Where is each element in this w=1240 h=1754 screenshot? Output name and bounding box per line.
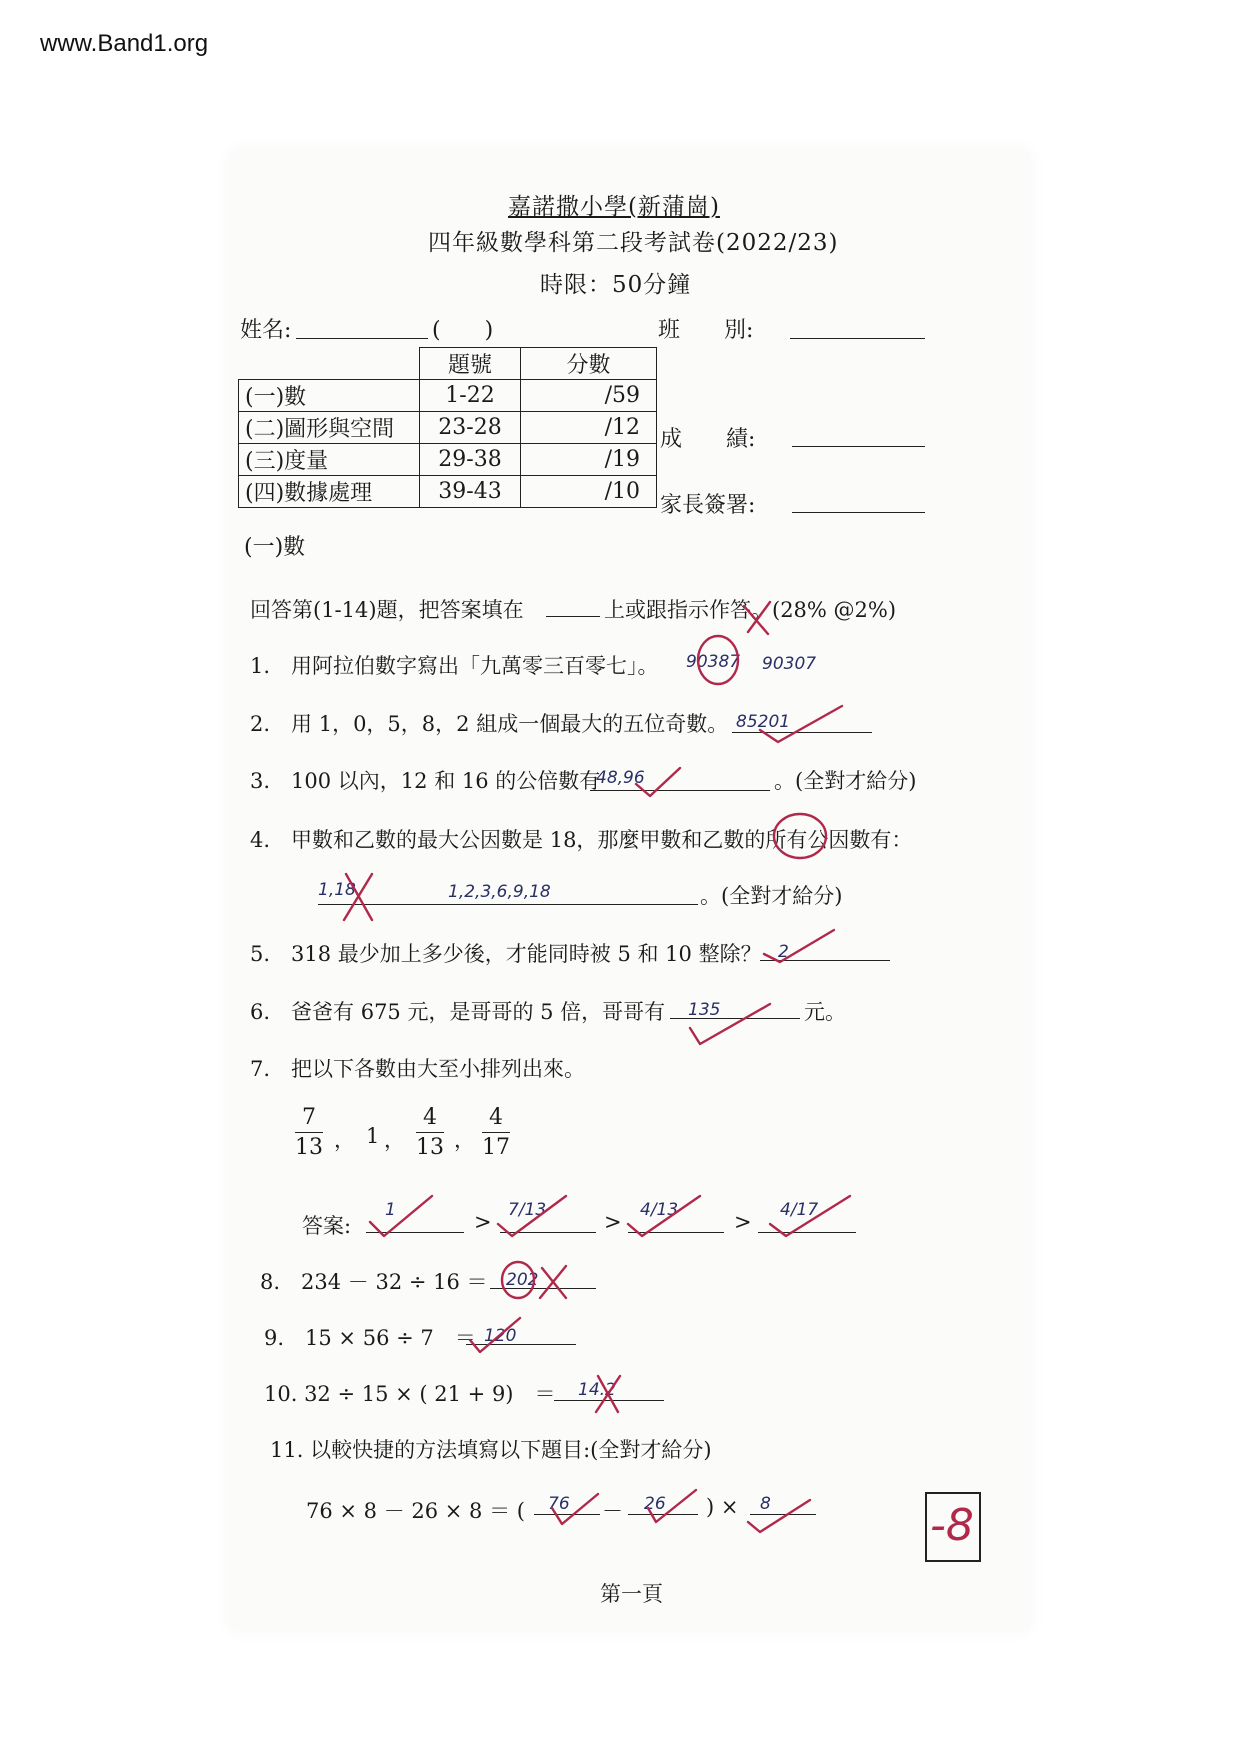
question-8: 8. 234 － 32 ÷ 16 ＝ [260, 1270, 488, 1294]
time-limit: 時限：50分鐘 [540, 272, 692, 298]
check-mark [648, 1490, 696, 1522]
greater-than: > [604, 1210, 622, 1234]
answer-11-2: 26 [644, 1494, 666, 1514]
answer-3: 48,96 [596, 768, 645, 788]
cross-mark [596, 1376, 620, 1412]
question-11-expression: 76 × 8 － 26 × 8 ＝ ( [306, 1499, 525, 1523]
school-name: 嘉諾撒小學(新蒲崗) [508, 194, 720, 220]
range-cell: 29-38 [420, 444, 521, 476]
cross-mark [540, 1266, 566, 1298]
score-cell: /10 [521, 476, 657, 508]
exam-title: 四年級數學科第二段考試卷(2022/23) [428, 230, 839, 256]
question-7: 7. 把以下各數由大至小排列出來。 [250, 1057, 586, 1081]
question-1: 1. 用阿拉伯數字寫出「九萬零三百零七」。 [250, 654, 659, 678]
question-11: 11. 以較快捷的方法填寫以下題目:(全對才給分) [270, 1438, 712, 1462]
cross-mark [344, 874, 372, 920]
score-cell: /19 [521, 444, 657, 476]
col-header-question-number: 題號 [420, 348, 521, 380]
score-cell: /59 [521, 380, 657, 412]
circle-mark [698, 636, 738, 684]
instruction-after: 上或跟指示作答。(28% @2%) [604, 598, 897, 622]
answer-10: 14.2 [578, 1380, 616, 1400]
answer-8: 202 [506, 1270, 539, 1290]
question-6-unit: 元。 [804, 1000, 846, 1024]
cross-mark [744, 602, 770, 634]
fraction-7-13: 7 13 [295, 1105, 323, 1160]
fraction-4-17: 4 17 [482, 1105, 510, 1160]
answer-7-3: 4/13 [640, 1200, 679, 1220]
name-label: 姓名: [240, 318, 292, 343]
circle-mark [774, 814, 826, 858]
check-mark [690, 1004, 770, 1044]
number-one: 1 [366, 1124, 380, 1148]
check-mark [628, 1196, 700, 1236]
comma: ， [334, 1128, 355, 1152]
question-3: 3. 100 以內，12 和 16 的公倍數有 [250, 769, 601, 793]
answer-11-1: 76 [548, 1494, 570, 1514]
check-mark [470, 1318, 520, 1352]
question-3-note: 。(全對才給分) [774, 769, 917, 793]
comma: ， [454, 1128, 475, 1152]
answer-6: 135 [688, 1000, 721, 1020]
answer-9: 120 [484, 1326, 517, 1346]
circle-mark [502, 1262, 534, 1298]
question-4: 4. 甲數和乙數的最大公因數是 18，那麼甲數和乙數的所有公因數有： [250, 828, 913, 852]
check-mark [498, 1196, 566, 1236]
check-mark [748, 1500, 810, 1532]
result-label: 成 績: [660, 427, 756, 452]
page-score: -8 [930, 1500, 974, 1551]
answer-4-crossed: 1,18 [318, 880, 356, 900]
section-cell: (三)度量 [239, 444, 420, 476]
close-paren-times: ) × [706, 1495, 739, 1519]
answer-1: 90307 [762, 654, 817, 674]
answer-2: 85201 [736, 712, 791, 732]
greater-than: > [734, 1210, 752, 1234]
greater-than: > [474, 1210, 492, 1234]
answer-4: 1,2,3,6,9,18 [448, 882, 551, 902]
section-cell: (二)圖形與空間 [239, 412, 420, 444]
check-mark [770, 1196, 850, 1236]
range-cell: 23-28 [420, 412, 521, 444]
question-6: 6. 爸爸有 675 元，是哥哥的 5 倍，哥哥有 [250, 1000, 666, 1024]
page-footer: 第一頁 [600, 1582, 663, 1606]
section-cell: (一)數 [239, 380, 420, 412]
score-cell: /12 [521, 412, 657, 444]
check-mark [764, 930, 834, 962]
question-2: 2. 用 1，0，5，8，2 組成一個最大的五位奇數。 [250, 712, 729, 736]
question-9: 9. 15 × 56 ÷ 7 ＝ [264, 1326, 476, 1350]
section-title: (一)數 [244, 535, 306, 560]
question-10: 10. 32 ÷ 15 × ( 21 + 9) ＝ [264, 1382, 556, 1406]
range-cell: 1-22 [420, 380, 521, 412]
answer-7-2: 7/13 [508, 1200, 547, 1220]
site-watermark: www.Band1.org [40, 30, 209, 57]
minus-sign: － [602, 1499, 623, 1523]
parent-signature-label: 家長簽署: [660, 493, 756, 518]
col-header-score: 分數 [521, 348, 657, 380]
answer-5: 2 [778, 942, 789, 962]
answer-11-3: 8 [760, 1494, 771, 1514]
instruction-before: 回答第(1-14)題，把答案填在 [250, 598, 524, 622]
answer-1-crossed: 90387 [686, 652, 741, 672]
section-cell: (四)數據處理 [239, 476, 420, 508]
check-mark [760, 706, 842, 742]
answer-label: 答案: [302, 1214, 352, 1238]
fraction-4-13: 4 13 [416, 1105, 444, 1160]
check-mark [552, 1494, 598, 1524]
class-number-paren: ( ) [432, 318, 494, 343]
answer-7-4: 4/17 [780, 1200, 819, 1220]
question-5: 5. 318 最少加上多少後，才能同時被 5 和 10 整除？ [250, 942, 762, 966]
comma: ， [384, 1128, 405, 1152]
class-label: 班 別: [658, 318, 754, 343]
answer-7-1: 1 [385, 1200, 396, 1220]
check-mark [636, 768, 680, 796]
range-cell: 39-43 [420, 476, 521, 508]
check-mark [370, 1196, 432, 1236]
question-4-note: 。(全對才給分) [700, 884, 843, 908]
